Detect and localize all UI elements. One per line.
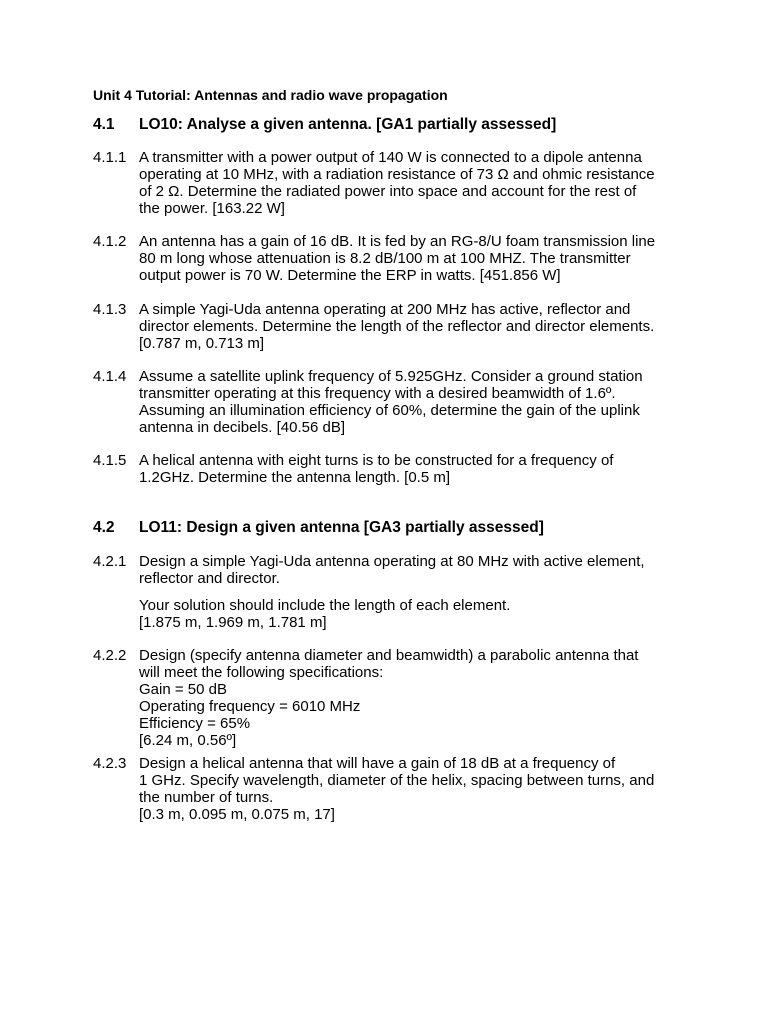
question-line: Design (specify antenna diameter and beamwidth) a parabolic antenna that bbox=[139, 647, 639, 664]
question-text bbox=[139, 647, 693, 749]
section-number: 4.2 bbox=[93, 519, 115, 536]
question-4-1-4 bbox=[93, 368, 693, 436]
question-line: the number of turns. bbox=[139, 789, 274, 806]
question-line: A helical antenna with eight turns is to be constructed for a frequency of bbox=[139, 452, 614, 469]
question-line: [1.875 m, 1.969 m, 1.781 m] bbox=[139, 614, 327, 631]
question-number: 4.2.1 bbox=[93, 553, 127, 570]
question-line: 80 m long whose attenuation is 8.2 dB/100 m at 100 MHZ. The transmitter bbox=[139, 250, 631, 267]
question-line: output power is 70 W. Determine the ERP in watts. [451.856 W] bbox=[139, 267, 561, 284]
question-text bbox=[139, 233, 693, 284]
question-4-1-2 bbox=[93, 233, 693, 284]
question-line: the power. [163.22 W] bbox=[139, 200, 285, 217]
question-line: operating at 10 MHz, with a radiation resistance of 73 Ω and ohmic resistance bbox=[139, 166, 655, 183]
question-line: Design a simple Yagi-Uda antenna operating at 80 MHz with active element, bbox=[139, 553, 645, 570]
question-line: will meet the following specifications: bbox=[139, 664, 384, 681]
question-line: Efficiency = 65% bbox=[139, 715, 251, 732]
question-number: 4.1.4 bbox=[93, 368, 127, 385]
question-4-2-2 bbox=[93, 647, 693, 749]
question-text bbox=[139, 755, 693, 823]
question-text bbox=[139, 452, 693, 486]
section-number: 4.1 bbox=[93, 116, 115, 133]
question-line: Design a helical antenna that will have a gain of 18 dB at a frequency of bbox=[139, 755, 616, 772]
question-4-2-3 bbox=[93, 755, 693, 823]
question-4-2-1-notes bbox=[93, 597, 693, 631]
document-title: Unit 4 Tutorial: Antennas and radio wave propagation bbox=[93, 87, 448, 103]
question-line: transmitter operating at this frequency with a desired beamwidth of 1.6º. bbox=[139, 385, 616, 402]
question-4-1-1 bbox=[93, 149, 693, 217]
question-4-1-5 bbox=[93, 452, 693, 486]
question-line: Operating frequency = 6010 MHz bbox=[139, 698, 361, 715]
question-line: reflector and director. bbox=[139, 570, 280, 587]
question-number: 4.2.3 bbox=[93, 755, 127, 772]
section-heading-4-1 bbox=[93, 116, 556, 134]
question-line: director elements. Determine the length of the reflector and director elements. bbox=[139, 318, 655, 335]
question-line: 1 GHz. Specify wavelength, diameter of the helix, spacing between turns, and bbox=[139, 772, 655, 789]
question-number: 4.1.3 bbox=[93, 301, 127, 318]
question-line: antenna in decibels. [40.56 dB] bbox=[139, 419, 345, 436]
question-text bbox=[139, 553, 693, 587]
question-4-1-3 bbox=[93, 301, 693, 352]
question-number: 4.1.5 bbox=[93, 452, 127, 469]
question-line: [0.787 m, 0.713 m] bbox=[139, 335, 265, 352]
section-heading-4-2 bbox=[93, 519, 544, 537]
question-line: Assume a satellite uplink frequency of 5.925GHz. Consider a ground station bbox=[139, 368, 643, 385]
question-text bbox=[139, 149, 693, 217]
question-line: An antenna has a gain of 16 dB. It is fed by an RG-8/U foam transmission line bbox=[139, 233, 656, 250]
question-text bbox=[139, 301, 693, 352]
question-text bbox=[139, 368, 693, 436]
question-line: A transmitter with a power output of 140 W is connected to a dipole antenna bbox=[139, 149, 642, 166]
question-number: 4.2.2 bbox=[93, 647, 127, 664]
question-number: 4.1.2 bbox=[93, 233, 127, 250]
question-number: 4.1.1 bbox=[93, 149, 127, 166]
question-4-2-1 bbox=[93, 553, 693, 587]
question-line: [0.3 m, 0.095 m, 0.075 m, 17] bbox=[139, 806, 335, 823]
question-text bbox=[139, 597, 693, 631]
question-line: 1.2GHz. Determine the antenna length. [0.5 m] bbox=[139, 469, 451, 486]
question-line: A simple Yagi-Uda antenna operating at 200 MHz has active, reflector and bbox=[139, 301, 631, 318]
section-title: LO10: Analyse a given antenna. [GA1 partially assessed] bbox=[139, 116, 557, 133]
section-title: LO11: Design a given antenna [GA3 partially assessed] bbox=[139, 519, 544, 536]
question-line: [6.24 m, 0.56º] bbox=[139, 732, 237, 749]
question-line: of 2 Ω. Determine the radiated power into space and account for the rest of bbox=[139, 183, 637, 200]
question-line: Assuming an illumination efficiency of 60%, determine the gain of the uplink bbox=[139, 402, 640, 419]
question-line: Your solution should include the length of each element. bbox=[139, 597, 511, 614]
question-line: Gain = 50 dB bbox=[139, 681, 227, 698]
